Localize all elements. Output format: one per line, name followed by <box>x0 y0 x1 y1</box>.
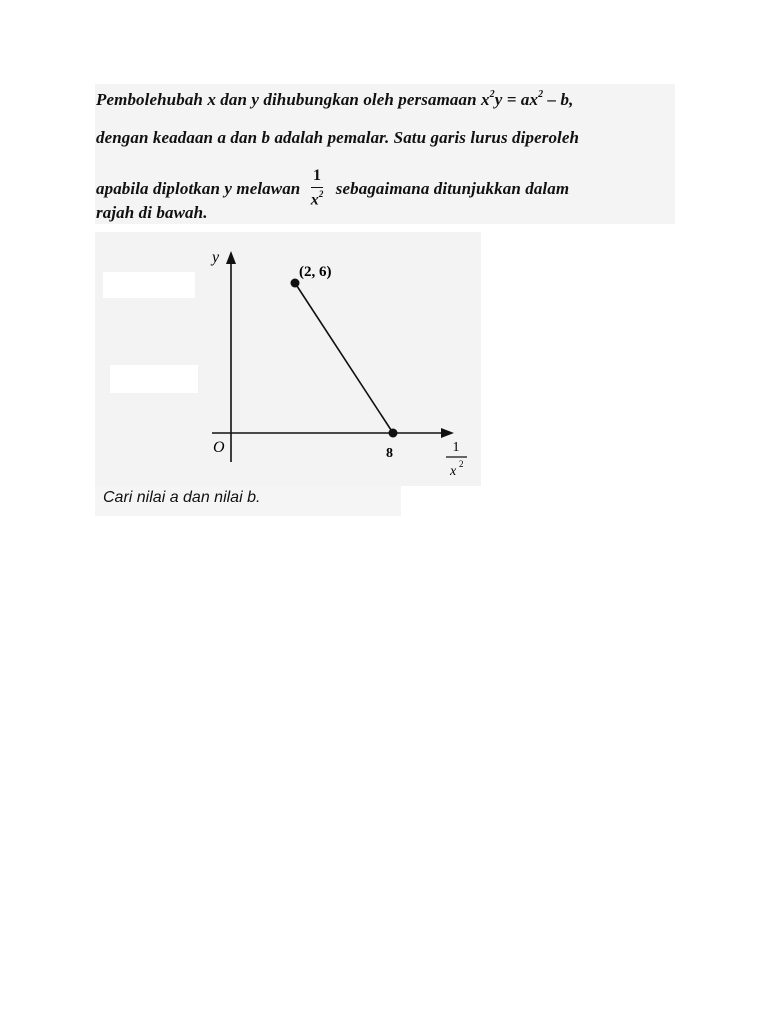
point-label: (2, 6) <box>299 264 332 280</box>
x-axis-label-numerator: 1 <box>452 440 460 455</box>
equation-middle: y = ax <box>494 90 539 109</box>
problem-line-3-before: apabila diplotkan y melawan <box>96 179 305 199</box>
equation-base-x: x <box>481 90 490 109</box>
fraction-denominator-exp: 2 <box>318 189 324 199</box>
line-segment <box>295 283 393 433</box>
x-axis-arrow-icon <box>441 428 454 438</box>
problem-line-4: rajah di bawah. <box>96 203 208 222</box>
y-axis-arrow-icon <box>226 251 236 264</box>
origin-label: O <box>213 439 225 456</box>
equation-exponent-2: 2 <box>538 89 544 101</box>
equation-tail: – b, <box>543 90 574 109</box>
problem-line-3-after: sebagaimana ditunjukkan dalam <box>331 179 570 199</box>
problem-line-1-text: Pembolehubah x dan y dihubungkan oleh persamaan <box>96 90 482 109</box>
x-intercept-marker <box>389 429 398 438</box>
x-intercept-label: 8 <box>386 446 393 461</box>
equation-exponent-1: 2 <box>489 89 495 101</box>
fraction-denominator-base: x <box>310 191 319 209</box>
y-axis-label: y <box>212 249 220 266</box>
question-text: Cari nilai a dan nilai b. <box>103 489 261 506</box>
x-axis-label-denominator-exp: 2 <box>459 459 464 469</box>
fraction-numerator: 1 <box>313 167 322 184</box>
x-axis-label-denominator-base: x <box>450 464 457 479</box>
problem-line-2: dengan keadaan a dan b adalah pemalar. Satu garis lurus diperoleh <box>96 128 580 147</box>
x-axis-label <box>446 440 467 479</box>
